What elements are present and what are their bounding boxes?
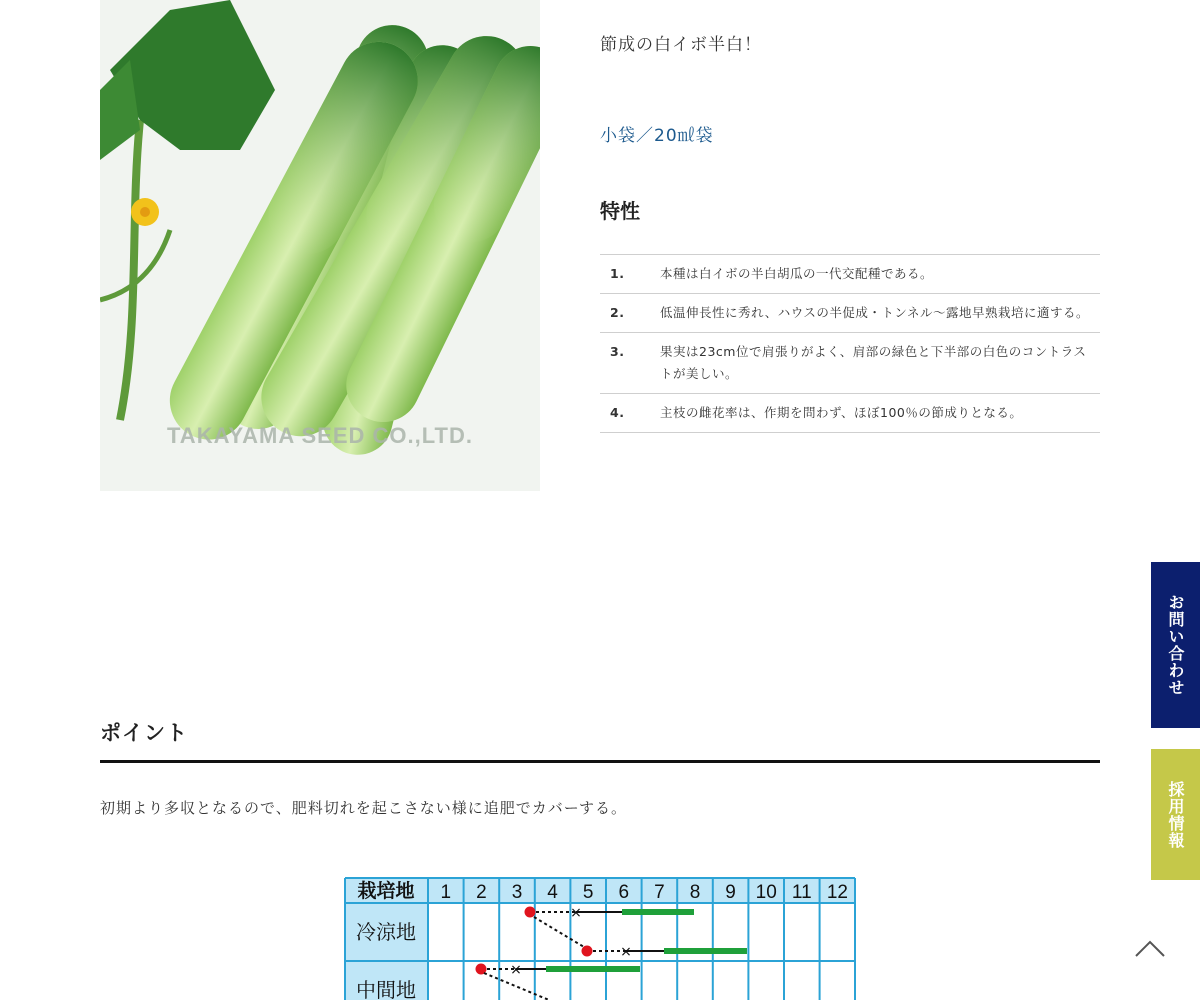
- feature-number: 1.: [610, 266, 625, 281]
- chart-header-label: 栽培地: [357, 880, 415, 902]
- cucumber-illustration: [100, 0, 540, 491]
- feature-row: [600, 294, 1100, 333]
- product-image: [100, 0, 540, 491]
- month-label: 12: [826, 882, 848, 903]
- connector-line: [534, 917, 584, 947]
- month-label: 4: [547, 882, 558, 903]
- features-list: [600, 254, 1100, 433]
- transplant-mark: ×: [620, 944, 632, 960]
- back-to-top-button[interactable]: [1134, 936, 1166, 960]
- region-label: 冷涼地: [356, 920, 416, 944]
- contact-tab[interactable]: [1151, 562, 1200, 728]
- feature-row: [600, 333, 1100, 394]
- chart-header-bg: [345, 878, 855, 904]
- point-text: 初期より多収となるので、肥料切れを起こさない様に追肥でカバーする。: [100, 799, 627, 817]
- month-label: 7: [654, 882, 665, 903]
- recruit-tab[interactable]: [1151, 749, 1200, 880]
- section-divider: [100, 760, 1100, 763]
- point-heading: ポイント: [100, 721, 188, 745]
- package-size: 小袋／20㎖袋: [600, 126, 714, 146]
- harvest-bar: [664, 948, 747, 954]
- month-label: 8: [689, 882, 701, 903]
- region-label: 中間地: [356, 978, 416, 1000]
- sowing-dot: [525, 907, 536, 918]
- cultivation-chart: [344, 877, 856, 1000]
- month-label: 6: [618, 882, 630, 903]
- feature-number: 4.: [610, 405, 625, 420]
- month-label: 10: [755, 882, 777, 903]
- feature-number: 2.: [610, 305, 625, 320]
- transplant-mark: ×: [510, 962, 522, 978]
- feature-text: 主枝の雌花率は、作期を問わず、ほぼ100％の節成りとなる。: [660, 405, 1023, 420]
- feature-number: 3.: [610, 344, 625, 359]
- month-label: 11: [791, 882, 812, 903]
- cultivation-chart-svg: [344, 877, 856, 1000]
- month-label: 1: [440, 882, 452, 903]
- month-label: 5: [582, 882, 594, 903]
- feature-text: 本種は白イボの半白胡瓜の一代交配種である。: [660, 266, 934, 281]
- chevron-up-icon: [1134, 936, 1166, 960]
- feature-row: [600, 394, 1100, 433]
- month-label: 3: [511, 882, 523, 903]
- sowing-dot: [582, 946, 593, 957]
- product-tagline: 節成の白イボ半白！: [600, 35, 762, 55]
- feature-text: 低温伸長性に秀れ、ハウスの半促成・トンネル～露地早熟栽培に適する。: [660, 305, 1090, 320]
- harvest-bar: [622, 909, 694, 915]
- month-label: 9: [725, 882, 736, 903]
- recruit-tab-label: 採用情報: [1166, 780, 1185, 849]
- month-label: 2: [476, 882, 487, 903]
- contact-tab-label: お問い合わせ: [1166, 594, 1185, 696]
- feature-text: 果実は23cm位で肩張りがよく、肩部の緑色と下半部の白色のコントラストが美しい。: [660, 344, 1087, 381]
- transplant-mark: ×: [570, 905, 582, 921]
- harvest-bar: [546, 966, 640, 972]
- features-heading: 特性: [600, 199, 640, 223]
- feature-row: [600, 255, 1100, 294]
- watermark-text: TAKAYAMA SEED CO.,LTD.: [167, 423, 473, 448]
